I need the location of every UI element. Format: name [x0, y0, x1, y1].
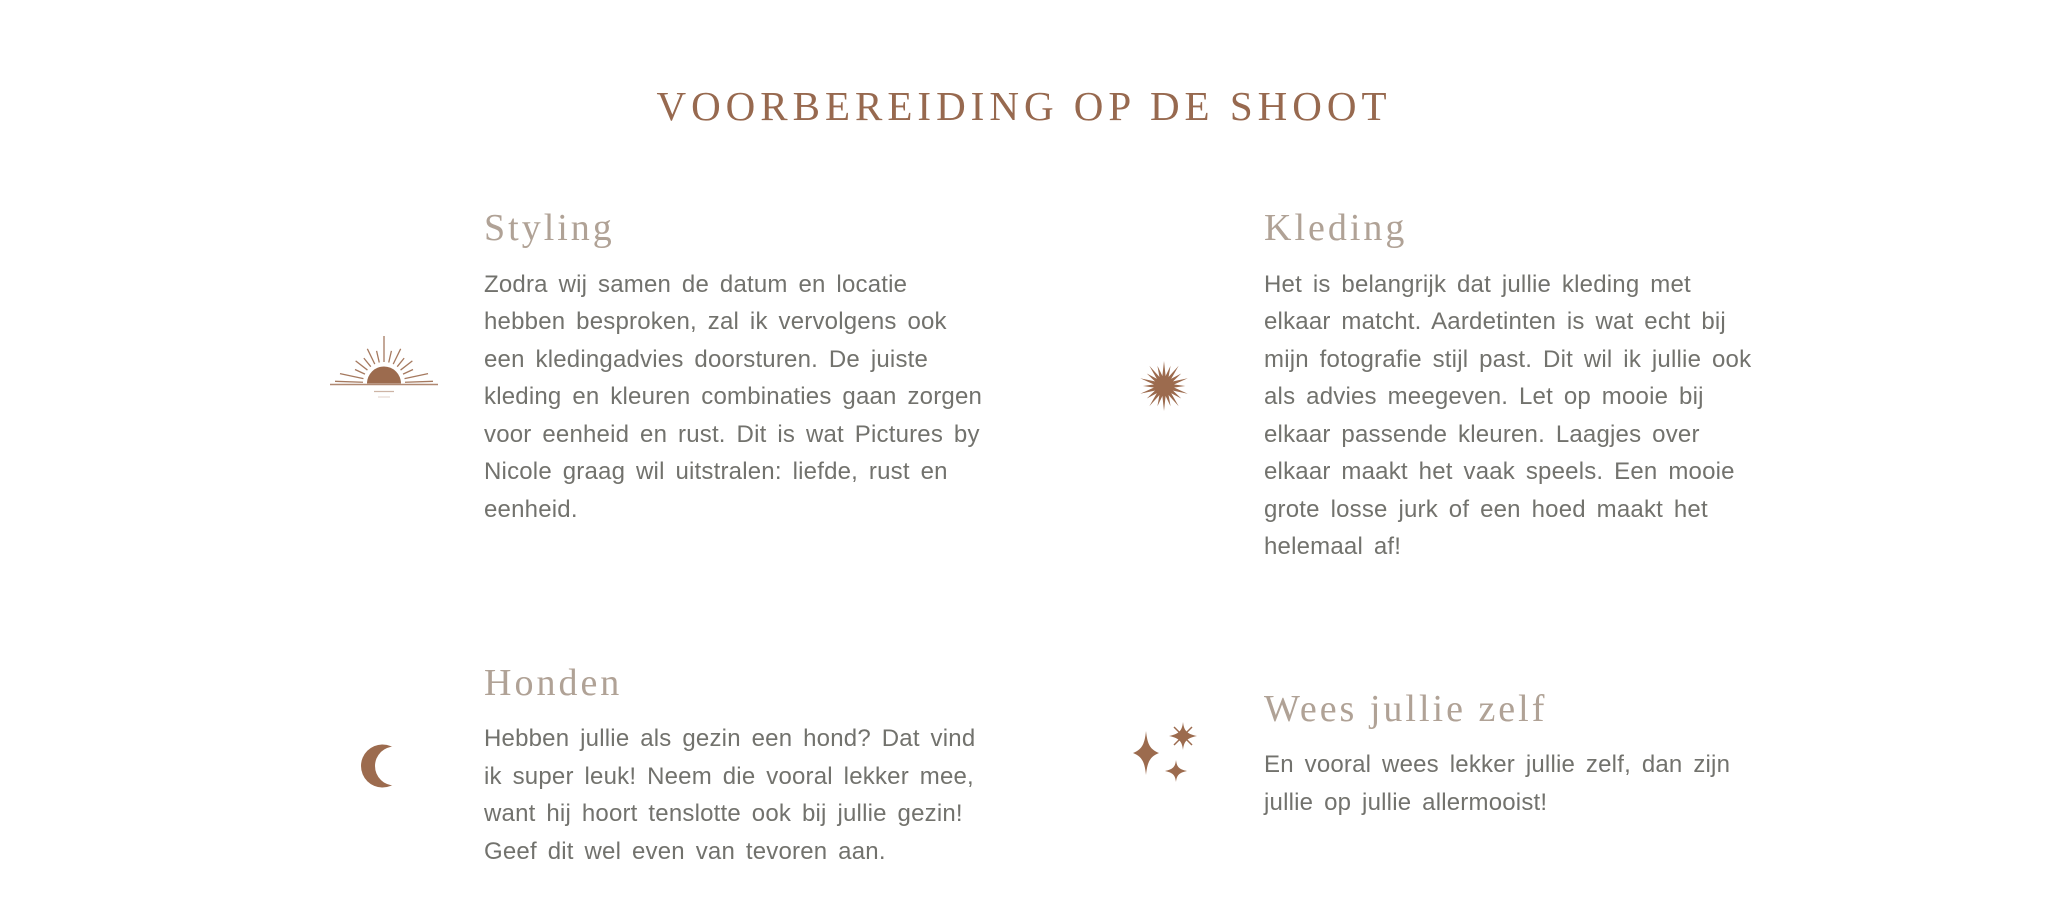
- section-body: Het is belangrijk dat jullie kleding met elkaar matcht. Aardetinten is wat echt bij mijn fotografie stijl past. Dit wil ik jullie ook als advies meegeven. Let op mooie bij elkaar passende kleuren. Laagjes over elkaar maakt het vaak speels. Een mooie grote losse jurk of een hoed maakt het helemaal af!: [1264, 270, 1752, 561]
- section-heading: Kleding: [1264, 207, 1408, 250]
- section-body: Hebben jullie als gezin een hond? Dat vind ik super leuk! Neem die vooral lekker mee, want hij hoort tenslotte ook bij jullie gezin! Geef dit wel even van tevoren aan.: [484, 725, 976, 865]
- section-card-styling: [284, 207, 984, 528]
- crescent-moon-icon: [361, 735, 407, 797]
- sunrise-icon: [328, 331, 440, 405]
- sections-grid: [0, 207, 2048, 870]
- icon-column: [284, 735, 484, 797]
- sparkles-icon: [1125, 719, 1203, 791]
- section-card-kleding: [1064, 207, 1764, 566]
- starburst-icon: [1127, 349, 1201, 423]
- section-card-wees-jullie-zelf: [1064, 688, 1764, 822]
- icon-column: [284, 331, 484, 405]
- text-column: [484, 662, 984, 871]
- text-column: [1264, 207, 1764, 566]
- icon-column: [1064, 719, 1264, 791]
- text-column: [1264, 688, 1764, 822]
- section-heading: Styling: [484, 207, 615, 250]
- section-card-honden: [284, 662, 984, 871]
- page-title: VOORBEREIDING OP DE SHOOT: [656, 83, 1392, 129]
- section-body: En vooral wees lekker jullie zelf, dan zijn jullie op jullie allermooist!: [1264, 751, 1731, 816]
- section-body: Zodra wij samen de datum en locatie hebben besproken, zal ik vervolgens ook een kledingadvies doorsturen. De juiste kleding en kleuren combinaties gaan zorgen voor eenheid en rust. Dit is wat Pictures by Nicole graag wil uitstralen: liefde, rust en eenheid.: [484, 270, 983, 523]
- section-heading: Wees jullie zelf: [1264, 687, 1548, 730]
- text-column: [484, 207, 984, 528]
- icon-column: [1064, 349, 1264, 423]
- section-heading: Honden: [484, 661, 623, 704]
